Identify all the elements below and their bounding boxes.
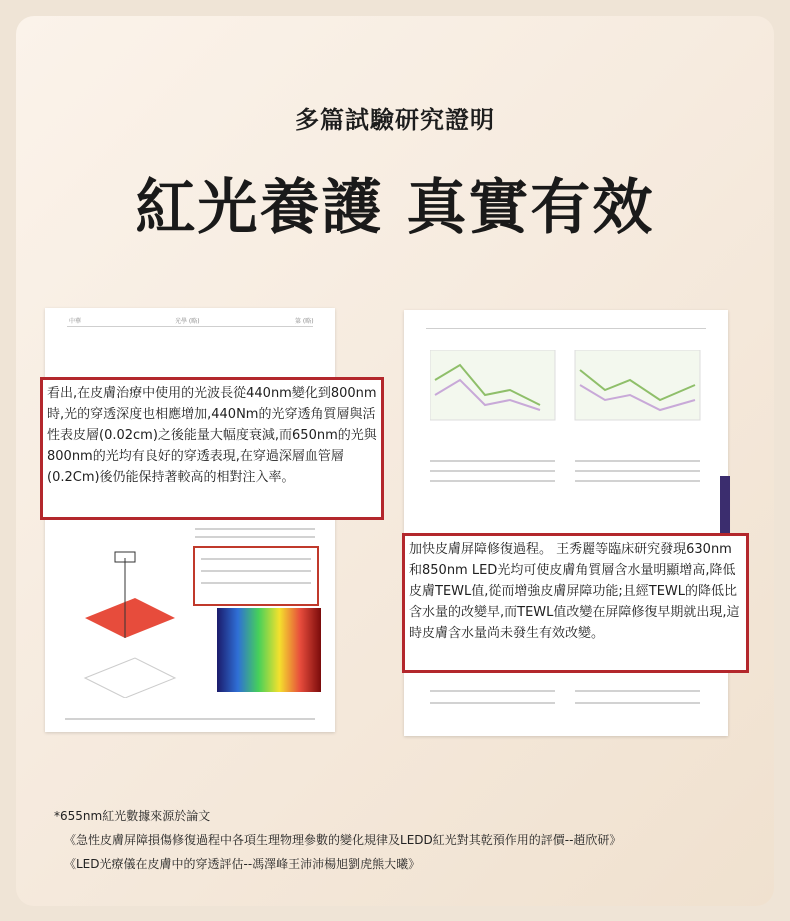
text-line (575, 690, 700, 692)
red-plane (85, 598, 175, 638)
footnote-paper-2: 《LED光療儀在皮膚中的穿透評估--馮澤峰王沛沛楊旭劉虎熊大曦》 (64, 857, 421, 871)
footnote-source: *655nm紅光數據來源於論文 (54, 809, 211, 823)
lower-plane (85, 658, 175, 698)
subtitle: 多篇試驗研究證明 (295, 106, 495, 134)
highlight-box (193, 546, 319, 606)
paper-header-rule (426, 328, 706, 329)
footnote (54, 804, 621, 876)
callout-left: 看出,在皮膚治療中使用的光波長從440nm變化到800nm時,光的穿透深度也相應增加,440Nm的光穿透角質層與活性表皮層(0.02cm)之後能量大幅度衰減,而650nm的光與800nm的光均有良好的穿透表現,在穿過深層血管層(0.2Cm)後仍能保持著較高的相對注入率。 (40, 377, 384, 520)
text-line (201, 582, 311, 584)
line-chart-figure (430, 350, 710, 450)
text-line (201, 570, 311, 572)
heatmap-figure (217, 608, 321, 692)
text-line (430, 470, 555, 472)
text-line (575, 480, 700, 482)
paper-header-left: 中華 (69, 318, 82, 325)
text-line (575, 470, 700, 472)
footnote-paper-1: 《急性皮膚屏障損傷修復過程中各項生理物理參數的變化規律及LEDD紅光對其乾預作用的評價--趙欣研》 (64, 833, 622, 847)
text-line (430, 480, 555, 482)
paper-header-mid: 光學 (略) (175, 318, 200, 325)
text-line (195, 528, 315, 530)
callout-right: 加快皮膚屏障修復過程。 王秀麗等臨床研究發現630nm和850nm LED光均可使皮膚角質層含水量明顯增高,降低皮膚TEWL值,從而增強皮膚屏障功能;且經TEWL的降低比含水量的改變早,而TEWL值改變在屏障修復早期就出現,這時皮膚含水量尚未發生有效改變。 (402, 533, 749, 673)
paper-header-right: 第 (略) (295, 318, 314, 325)
text-line (430, 690, 555, 692)
text-line (430, 460, 555, 462)
text-line (65, 718, 315, 720)
text-line (575, 702, 700, 704)
text-line (195, 536, 315, 538)
text-line (430, 702, 555, 704)
page-title: 紅光養護 真實有效 (135, 173, 655, 243)
text-line (201, 558, 311, 560)
paper-left (45, 308, 335, 732)
diagram-figure (65, 538, 185, 698)
text-line (575, 460, 700, 462)
paper-header-rule (67, 326, 313, 327)
